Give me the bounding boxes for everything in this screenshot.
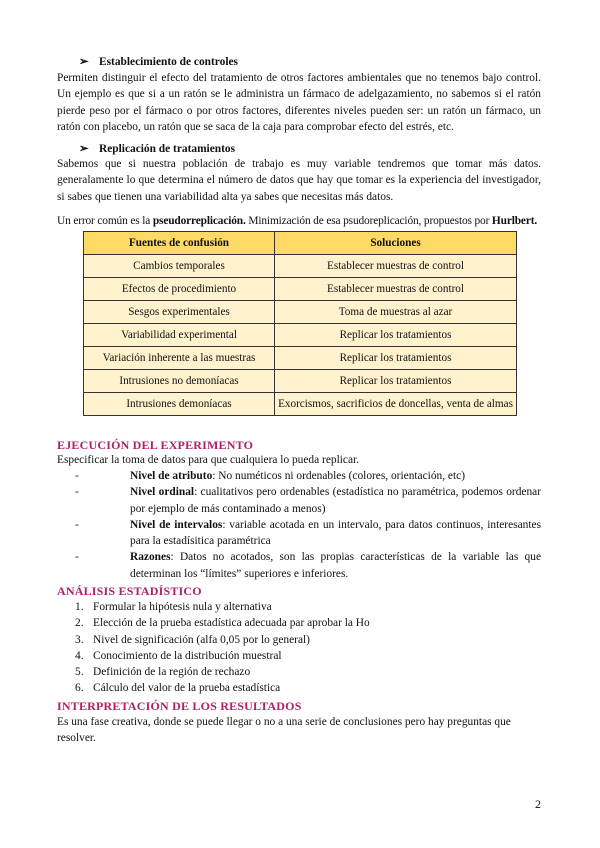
term: pseudorreplicación.	[152, 215, 246, 227]
list-item: - Razones: Datos no acotados, son las propias características de la variable las que determinan los “límites” superiores e inferiores.	[75, 551, 541, 580]
list-item: 3. Nivel de significación (alfa 0,05 por lo general)	[75, 633, 310, 646]
heading-interpretacion: INTERPRETACIÓN DE LOS RESULTADOS	[57, 699, 302, 713]
cell: Intrusiones no demoníacas	[84, 370, 275, 393]
cell: Efectos de procedimiento	[84, 278, 275, 301]
cell: Sesgos experimentales	[84, 301, 275, 324]
subheading-text: Replicación de tratamientos	[99, 143, 236, 155]
list-item: 2. Elección de la prueba estadística adecuada par aprobar la Ho	[75, 617, 370, 630]
cell: Establecer muestras de control	[275, 255, 517, 278]
cell: Variación inherente a las muestras	[84, 347, 275, 370]
paragraph-interpretacion: Es una fase creativa, donde se puede llegar o no a una serie de conclusiones pero hay preguntas que resolver.	[57, 716, 511, 745]
paragraph-controles: Permiten distinguir el efecto del tratamiento de otros factores ambientales que no tenemos bajo control. Un ejemplo es que si a un ratón se le administra un fármaco de adelgazamiento, no sabemos si el ratón pierde peso por el fármaco o por otros factores, diferentes niveles pueden ser: un ratón un fármaco, un ratón con placebo, un ratón que se saca de la caja para comprobar efecto del estrés, etc.	[57, 72, 541, 133]
confusion-table	[83, 231, 517, 416]
cell: Cambios temporales	[84, 255, 275, 278]
item-text: Definición de la región de rechazo	[93, 666, 251, 679]
analisis-list	[57, 599, 541, 697]
column-header: Soluciones	[275, 232, 517, 255]
cell: Variabilidad experimental	[84, 324, 275, 347]
desc: : cualitativos pero ordenables (estadística no paramétrica, podemos ordenar por ejemplo de más contaminado a menos)	[130, 486, 541, 515]
term: Nivel ordinal	[130, 486, 195, 499]
cell: Exorcismos, sacrificios de doncellas, venta de almas	[275, 393, 517, 416]
arrow-bullet-icon: ➢	[79, 56, 89, 68]
item-text: Formular la hipótesis nula y alternativa	[93, 601, 272, 613]
cell: Toma de muestras al azar	[275, 301, 517, 324]
list-item: - Nivel ordinal: cualitativos pero ordenables (estadística no paramétrica, podemos ordenar por ejemplo de más contaminado a menos)	[75, 486, 541, 515]
text: Minimización de esa psudoreplicación, propuestos por	[245, 215, 492, 227]
table-row	[84, 278, 517, 301]
table-row	[84, 301, 517, 324]
ejecucion-intro: Especificar la toma de datos para que cualquiera lo pueda replicar.	[57, 454, 360, 466]
column-header: Fuentes de confusión	[84, 232, 275, 255]
subheading-controles	[57, 54, 563, 70]
paragraph-replicacion: Sabemos que si nuestra población de trabajo es muy variable tendremos que tomar más datos. generalamente lo que determina el número de datos que hay que tomar es la experiencia del investigador, si sabes que tienen una variabilidad alta ya sabes que necesitas más datos.	[57, 158, 541, 203]
arrow-bullet-icon: ➢	[79, 143, 89, 155]
cell: Replicar los tratamientos	[275, 370, 517, 393]
item-text: Nivel de significación (alfa 0,05 por lo general)	[93, 633, 310, 646]
desc: : variable acotada en un intervalo, para datos continuos, interesantes para la estadísitica paramétrica	[130, 518, 541, 548]
item-text: Conocimiento de la distribución muestral	[93, 649, 282, 662]
subheading-replicacion	[57, 141, 563, 157]
list-item: - Nivel de intervalos: variable acotada en un intervalo, para datos continuos, interesantes para la estadísitica paramétrica	[75, 518, 541, 548]
heading-analisis: ANÁLISIS ESTADÍSTICO	[57, 584, 202, 598]
text: Un error común es la	[57, 215, 153, 227]
author: Hurlbert.	[491, 215, 538, 227]
table-row	[84, 393, 517, 416]
list-item: 6. Cálculo del valor de la prueba estadística	[75, 682, 281, 695]
desc: : No numéticos ni ordenables (colores, orientación, etc)	[212, 470, 465, 482]
subheading-text: Establecimiento de controles	[99, 56, 238, 68]
heading-ejecucion: EJECUCIÓN DEL EXPERIMENTO	[57, 438, 254, 452]
table-row	[84, 347, 517, 370]
page-number: 2	[535, 797, 541, 811]
cell: Replicar los tratamientos	[275, 347, 517, 370]
cell: Replicar los tratamientos	[275, 324, 517, 347]
table-row	[84, 370, 517, 393]
term: Razones	[130, 551, 171, 564]
term: Nivel de intervalos	[130, 518, 223, 531]
list-item: 1. Formular la hipótesis nula y alternativa	[75, 601, 272, 613]
item-text: Elección de la prueba estadística adecuada par aprobar la Ho	[93, 617, 370, 630]
list-item: 5. Definición de la región de rechazo	[75, 666, 251, 679]
item-text: Cálculo del valor de la prueba estadística	[93, 682, 281, 695]
ejecucion-list	[57, 468, 541, 582]
table-header-row	[84, 232, 517, 255]
term: Nivel de atributo	[130, 470, 213, 482]
list-item: 4. Conocimiento de la distribución muestral	[75, 649, 282, 662]
list-item: - Nivel de atributo: No numéticos ni ordenables (colores, orientación, etc)	[75, 470, 465, 482]
paragraph-pseudo	[57, 213, 537, 229]
table-row	[84, 255, 517, 278]
cell: Intrusiones demoníacas	[84, 393, 275, 416]
cell: Establecer muestras de control	[275, 278, 517, 301]
desc: : Datos no acotados, son las propias características de la variable las que determinan los “límites” superiores e inferiores.	[130, 551, 541, 580]
table-row	[84, 324, 517, 347]
